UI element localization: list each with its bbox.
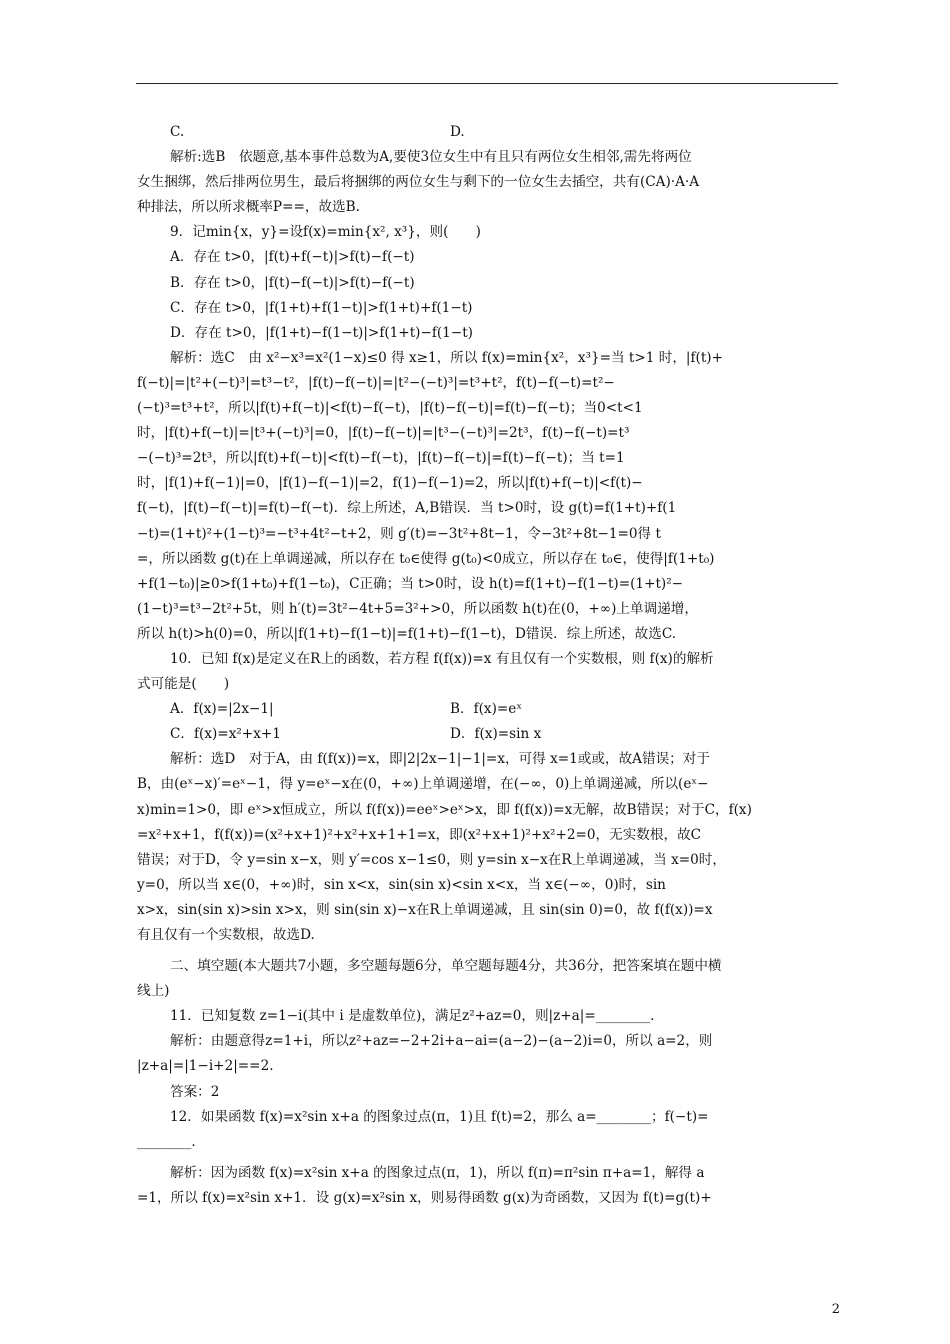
question-stem: 9．记min{x，y}=设f(x)=min{x², x³}，则( )	[170, 224, 481, 241]
text-line: x>x，sin(sin x)>sin x>x，则 sin(sin x)−x在R上单调递减，且 sin(sin 0)=0，故 f(f(x))=x	[137, 901, 713, 918]
q8-analysis	[137, 145, 839, 220]
text-line: f(−t)|=|t²+(−t)³|=t³−t²，|f(t)−f(−t)|=|t²−(−t)³|=t³+t²，f(t)−f(−t)=t²−	[137, 374, 615, 391]
text-line: 时，|f(1)+f(−1)|=0，|f(1)−f(−1)|=2，f(1)−f(−1)=2，所以|f(t)+f(−t)|<f(t)−	[137, 475, 643, 492]
text-line: x)min=1>0，即 eˣ>x恒成立，所以 f(f(x))=eeˣ>eˣ>x，即 f(f(x))=x无解，故B错误；对于C，f(x)	[137, 801, 752, 818]
text-line: 有且仅有一个实数根，故选D.	[137, 927, 315, 943]
text-line: 二、填空题(本大题共7小题，多空题每题6分，单空题每题4分，共36分，把答案填在题中横	[170, 958, 722, 975]
text-line: (1−t)³=t³−2t²+5t，则 h′(t)=3t²−4t+5=3²+>0，所以函数 h(t)在(0，+∞)上单调递增，	[137, 600, 698, 617]
question-stem: 式可能是( )	[137, 676, 230, 693]
page-number: 2	[831, 1302, 840, 1317]
option-b: B．存在 t>0，|f(t)−f(−t)|>f(t)−f(−t)	[170, 274, 415, 291]
question-stem: 12．如果函数 f(x)=x²sin x+a 的图象过点(π，1)且 f(t)=2，那么 a=________；f(−t)=	[170, 1108, 709, 1125]
text-line: 解析:选B 依题意,基本事件总数为A,要使3位女生中有且只有两位女生相邻,需先将两位	[170, 149, 692, 166]
text-line: 解析：选D 对于A，由 f(f(x))=x，即|2|2x−1|−1|=x，可得 x=1或或，故A错误；对于	[170, 751, 710, 768]
text-line: =，所以函数 g(t)在上单调递减，所以存在 t₀∈使得 g(t₀)<0成立，所以存在 t₀∈，使得|f(1+t₀)	[137, 550, 715, 567]
text-line: =x²+x+1，f(f(x))=(x²+x+1)²+x²+x+1+1=x，即(x²+x+1)²+x²+2=0，无实数根，故C	[137, 826, 702, 843]
text-line: f(−t)，|f(t)−f(−t)|=f(t)−f(−t)．综上所述，A,B错误．当 t>0时，设 g(t)=f(1+t)+f(1	[137, 500, 677, 517]
text-line: 解析：由题意得z=1+i，所以z²+az=−2+2i+a−ai=(a−2)−(a−2)i=0，所以 a=2，则	[170, 1033, 713, 1050]
question-stem: 11．已知复数 z=1−i(其中 i 是虚数单位)，满足z²+az=0，则|z+a|=________.	[170, 1008, 655, 1025]
option-d: D．存在 t>0，|f(1+t)−f(1−t)|>f(1+t)−f(1−t)	[170, 324, 473, 341]
text-line: (−t)³=t³+t²，所以|f(t)+f(−t)|<f(t)−f(−t)，|f(t)−f(−t)|=f(t)−f(−t)；当0<t<1	[137, 400, 643, 417]
question-12	[137, 1105, 839, 1211]
text-line: y=0，所以当 x∈(0，+∞)时，sin x<x，sin(sin x)<sin x<x，当 x∈(−∞，0)时，sin	[137, 876, 666, 893]
option-d: D.	[450, 124, 465, 140]
option-a: A．f(x)=|2x−1|	[170, 701, 274, 718]
text-line: |z+a|=|1−i+2|==2.	[137, 1058, 274, 1075]
text-line: =1，所以 f(x)=x²sin x+1．设 g(x)=x²sin x，则易得函数 g(x)为奇函数，又因为 f(t)=g(t)+	[137, 1189, 712, 1206]
header-rule	[136, 83, 838, 84]
text-line: −(−t)³=2t³，所以|f(t)+f(−t)|<f(t)−f(−t)，|f(t)−f(−t)|=f(t)−f(−t)；当 t=1	[137, 450, 625, 467]
option-d: D．f(x)=sin x	[450, 726, 542, 743]
text-line: 解析：选C 由 x²−x³=x²(1−x)≤0 得 x≥1，所以 f(x)=min{x²，x³}=当 t>1 时，|f(t)+	[170, 349, 724, 366]
document-body	[137, 120, 839, 1211]
question-10	[137, 647, 839, 948]
option-c: C.	[170, 124, 185, 140]
q8-options-cd	[137, 120, 839, 145]
text-line: 时，|f(t)+f(−t)|=|t³+(−t)³|=0，|f(t)−f(−t)|=|t³−(−t)³|=2t³，f(t)−f(−t)=t³	[137, 425, 630, 442]
option-a: A．存在 t>0，|f(t)+f(−t)|>f(t)−f(−t)	[170, 249, 415, 266]
option-c: C．存在 t>0，|f(1+t)+f(1−t)|>f(1+t)+f(1−t)	[170, 299, 473, 316]
text-line: 种排法，所以所求概率P==，故选B.	[137, 199, 360, 216]
options-row	[137, 697, 839, 722]
option-c: C．f(x)=x²+x+1	[170, 726, 281, 743]
q9-analysis	[137, 346, 839, 647]
option-b: B．f(x)=eˣ	[450, 701, 523, 718]
question-stem: ________.	[137, 1133, 196, 1150]
text-line: 错误；对于D，令 y=sin x−x，则 y′=cos x−1≤0，则 y=sin x−x在R上单调递减，当 x=0时，	[137, 851, 726, 868]
text-line: −t)=(1+t)²+(1−t)³=−t³+4t²−t+2，则 g′(t)=−3t²+8t−1，令−3t²+8t−1=0得 t	[137, 525, 661, 542]
text-line: 线上)	[137, 983, 170, 1000]
question-11	[137, 1004, 839, 1104]
text-line: 所以 h(t)>h(0)=0，所以|f(1+t)−f(1−t)|=f(1+t)−f(1−t)，D错误．综上所述，故选C.	[137, 625, 677, 642]
question-9	[137, 220, 839, 647]
question-stem: 10．已知 f(x)是定义在R上的函数，若方程 f(f(x))=x 有且仅有一个实数根，则 f(x)的解析	[170, 650, 714, 667]
text-line: 女生捆绑，然后排两位男生，最后将捆绑的两位女生与剩下的一位女生去插空，共有(CA)·A·A	[137, 174, 700, 191]
q10-analysis	[137, 747, 839, 948]
text-line: B，由(eˣ−x)′=eˣ−1，得 y=eˣ−x在(0，+∞)上单调递增，在(−∞，0)上单调递减，所以(eˣ−	[137, 776, 709, 793]
options-row	[137, 722, 839, 747]
section-heading	[137, 954, 839, 1004]
text-line: 解析：因为函数 f(x)=x²sin x+a 的图象过点(π，1)，所以 f(π)=π²sin π+a=1，解得 a	[170, 1164, 705, 1181]
text-line: +f(1−t₀)|≥0>f(1+t₀)+f(1−t₀)，C正确；当 t>0时，设 h(t)=f(1+t)−f(1−t)=(1+t)²−	[137, 575, 684, 592]
answer: 答案：2	[170, 1083, 220, 1100]
